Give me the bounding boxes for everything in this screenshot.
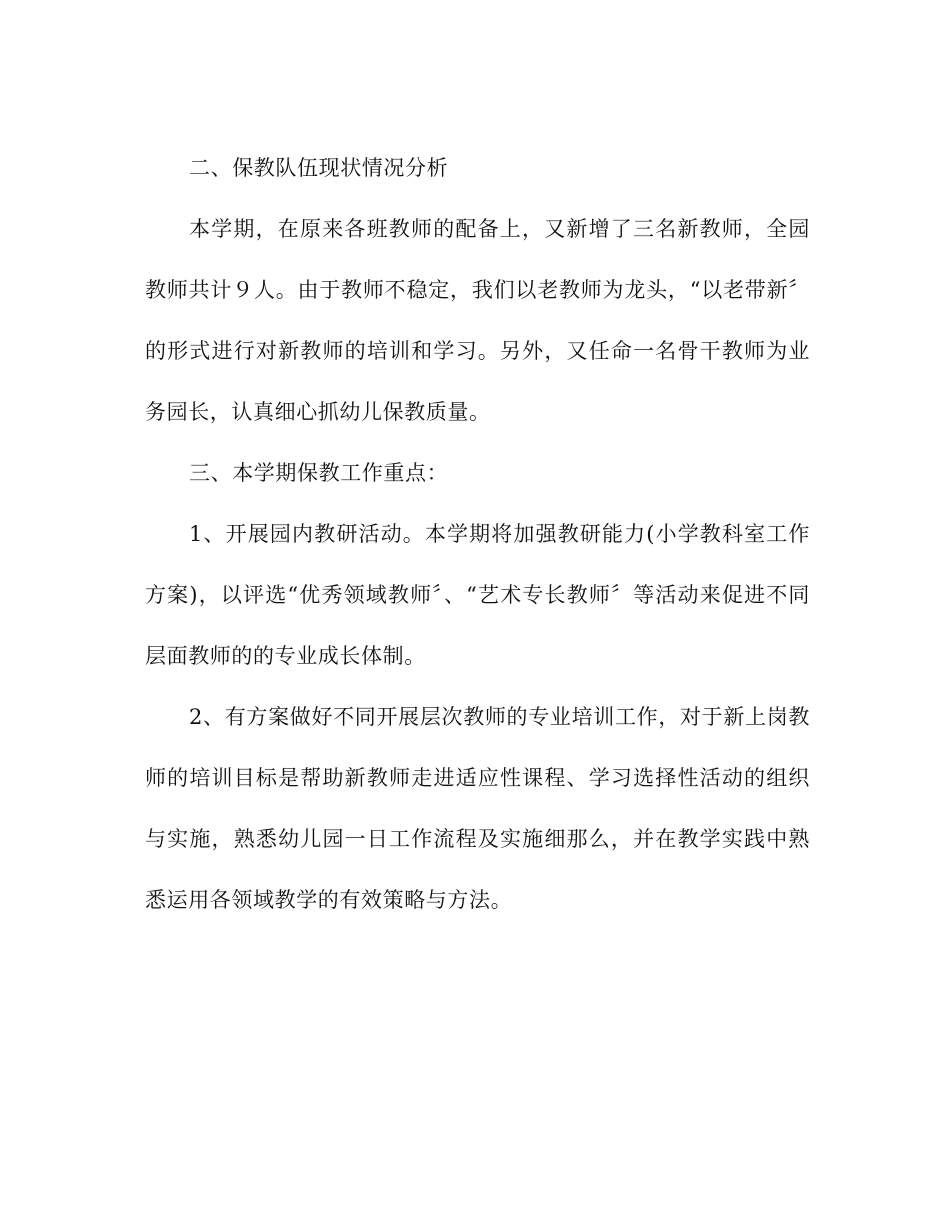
document-body [145,138,810,931]
section-3-item-1: 1、开展园内教研活动。本学期将加强教研能力(小学教科室工作方案)，以评选“优秀领域教师〞、“艺术专长教师〞等活动来促进不同层面教师的的专业成长体制。 [145,522,810,668]
section-3-item-2: 2、有方案做好不同开展层次教师的专业培训工作，对于新上岗教师的培训目标是帮助新教师走进适应性课程、学习选择性活动的组织与实施，熟悉幼儿园一日工作流程及实施细那么，并在教学实践中熟悉运用各领域教学的有效策略与方法。 [145,705,810,912]
section-3-heading: 三、本学期保教工作重点： [189,461,449,485]
section-2-paragraph: 本学期，在原来各班教师的配备上，又新增了三名新教师，全园教师共计９人。由于教师不稳定，我们以老教师为龙头，“以老带新〞的形式进行对新教师的培训和学习。另外，又任命一名骨干教师为业务园长，认真细心抓幼儿保教质量。 [145,217,810,424]
section-2-heading: 二、保教队伍现状情况分析 [189,156,449,180]
